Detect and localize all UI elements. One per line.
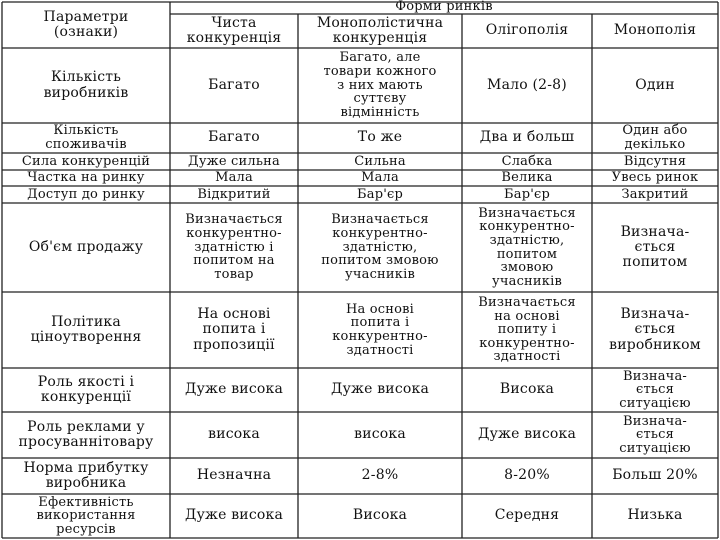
cell-text: На основі попита і пропозиції: [193, 306, 275, 353]
table-cell: [298, 292, 462, 368]
table-cell: [170, 458, 298, 494]
cell-text: Багато, але товари кожного з них мають суттєву відмінність: [323, 50, 437, 120]
cell-text: Бар'єр: [356, 186, 403, 202]
cell-text: Один або декілько: [622, 123, 688, 152]
cell-text: Середня: [494, 507, 560, 524]
table-cell: [592, 170, 718, 186]
cell-text: Мала: [215, 170, 253, 186]
row-label-text: Політика ціноутворення: [30, 313, 142, 345]
row-label-quality-role: [2, 368, 170, 412]
cell-text: Відсутня: [623, 153, 687, 169]
row-label-pricing-policy: [2, 292, 170, 368]
table-cell: [298, 458, 462, 494]
cell-text: Визнача- ється попитом: [620, 223, 690, 271]
cell-text: Сильна: [354, 153, 406, 169]
cell-text: Висока: [499, 381, 555, 398]
table-cell: [298, 186, 462, 203]
row-label-advertising-role: [2, 412, 170, 458]
table-cell: [592, 48, 718, 123]
row-label-text: Кількість виробників: [43, 69, 129, 101]
table-cell: [462, 412, 592, 458]
table-cell: [170, 153, 298, 170]
cell-text: Два и больш: [479, 129, 575, 146]
table-cell: [298, 153, 462, 170]
cell-text: Визначається конкурентно- здатністю, попитом змовою учасників: [478, 205, 576, 289]
row-label-profit-rate: [2, 458, 170, 494]
table-cell: [170, 292, 298, 368]
cell-text: Закритий: [621, 186, 689, 202]
table-cell: [170, 48, 298, 123]
table-cell: [592, 494, 718, 538]
row-label-text: Частка на ринку: [27, 170, 145, 186]
row-label-market-share: [2, 170, 170, 186]
row-label-text: Об'єм продажу: [28, 238, 144, 255]
cell-text: Один: [635, 76, 675, 93]
table-cell: [592, 203, 718, 292]
table-cell: [170, 494, 298, 538]
table-cell: [592, 153, 718, 170]
row-label-text: Ефективність використання ресурсів: [36, 494, 136, 537]
table-cell: [298, 48, 462, 123]
cell-text: Визначається на основі попиту і конкурентно- здатності: [478, 294, 576, 365]
cell-text: Мала: [361, 170, 399, 186]
table-cell: [170, 368, 298, 412]
table-cell: [462, 458, 592, 494]
table-cell: [462, 123, 592, 153]
table-cell: [298, 123, 462, 153]
cell-text: Дуже висока: [477, 426, 576, 443]
row-label-consumers: [2, 123, 170, 153]
table-cell: [592, 186, 718, 203]
table-cell: [592, 368, 718, 412]
cell-text: Больш 20%: [612, 467, 698, 484]
cell-text: Багато: [208, 129, 260, 146]
col-header-monopoly: [592, 14, 718, 48]
cell-text: Дуже сильна: [188, 153, 280, 169]
cell-text: Велика: [501, 170, 553, 186]
row-label-competition-strength: [2, 153, 170, 170]
col-header-oligopoly: [462, 14, 592, 48]
cell-text: 8-20%: [504, 467, 550, 484]
param-header-text: Параметри (ознаки): [43, 8, 129, 40]
cell-text: Незначна: [196, 467, 272, 484]
forms-group-title: Форми ринків: [395, 0, 493, 14]
col-header-text: Монополістична конкуренція: [316, 14, 444, 46]
cell-text: Дуже висока: [330, 381, 429, 398]
table-cell: [298, 412, 462, 458]
table-cell: [170, 203, 298, 292]
cell-text: То же: [357, 129, 403, 146]
cell-text: висока: [208, 426, 260, 443]
col-header-pure-competition: [170, 14, 298, 48]
cell-text: Визнача- ється виробником: [609, 306, 701, 353]
param-header: [2, 2, 170, 48]
cell-text: Слабка: [501, 153, 553, 169]
cell-text: 2-8%: [361, 467, 399, 484]
table-cell: [298, 494, 462, 538]
cell-text: Дуже висока: [184, 507, 283, 524]
cell-text: Відкритий: [197, 186, 271, 202]
cell-text: Увесь ринок: [611, 170, 699, 186]
table-cell: [592, 412, 718, 458]
table-cell: [170, 412, 298, 458]
cell-text: Багато: [208, 76, 260, 93]
cell-text: На основі попита і конкурентно- здатності: [332, 301, 428, 358]
cell-text: Визначається конкурентно- здатністю і попитом на товар: [185, 212, 283, 282]
table-cell: [462, 368, 592, 412]
row-label-text: Сила конкуренцій: [21, 153, 151, 169]
col-header-text: Олігополія: [485, 22, 569, 39]
row-label-resource-efficiency: [2, 494, 170, 538]
table-cell: [462, 170, 592, 186]
cell-text: Визнача- ється ситуацією: [619, 368, 691, 411]
row-label-text: Норма прибутку виробника: [23, 459, 149, 491]
cell-text: Низька: [627, 507, 683, 524]
cell-text: Визначається конкурентно- здатністю, попитом змовою учасників: [321, 212, 439, 282]
table-cell: [298, 203, 462, 292]
table-cell: [462, 153, 592, 170]
cell-text: Бар'єр: [503, 186, 550, 202]
table-cell: [592, 123, 718, 153]
table-cell: [298, 368, 462, 412]
col-header-text: Чиста конкуренція: [186, 14, 282, 46]
cell-text: Мало (2-8): [487, 76, 567, 93]
row-label-text: Роль якості і конкуренції: [37, 373, 135, 405]
cell-text: Висока: [352, 507, 408, 524]
table-cell: [592, 292, 718, 368]
row-label-market-access: [2, 186, 170, 203]
cell-text: Дуже висока: [184, 381, 283, 398]
table-cell: [462, 494, 592, 538]
table-cell: [298, 170, 462, 186]
table-cell: [592, 458, 718, 494]
table-cell: [462, 186, 592, 203]
table-cell: [170, 170, 298, 186]
row-label-text: Доступ до ринку: [27, 186, 145, 202]
row-label-text: Кількість споживачів: [45, 123, 127, 152]
col-header-text: Монополія: [613, 22, 697, 39]
row-label-sales-volume: [2, 203, 170, 292]
table-cell: [170, 186, 298, 203]
forms-group-header: [170, 0, 718, 14]
cell-text: висока: [354, 426, 406, 443]
table-cell: [462, 203, 592, 292]
table-cell: [462, 48, 592, 123]
col-header-monopolistic-competition: [298, 14, 462, 48]
table-cell: [170, 123, 298, 153]
row-label-producers: [2, 48, 170, 123]
row-label-text: Роль реклами у просуваннітовару: [18, 418, 154, 450]
cell-text: Визнача- ється ситуацією: [619, 413, 691, 456]
table-cell: [462, 292, 592, 368]
